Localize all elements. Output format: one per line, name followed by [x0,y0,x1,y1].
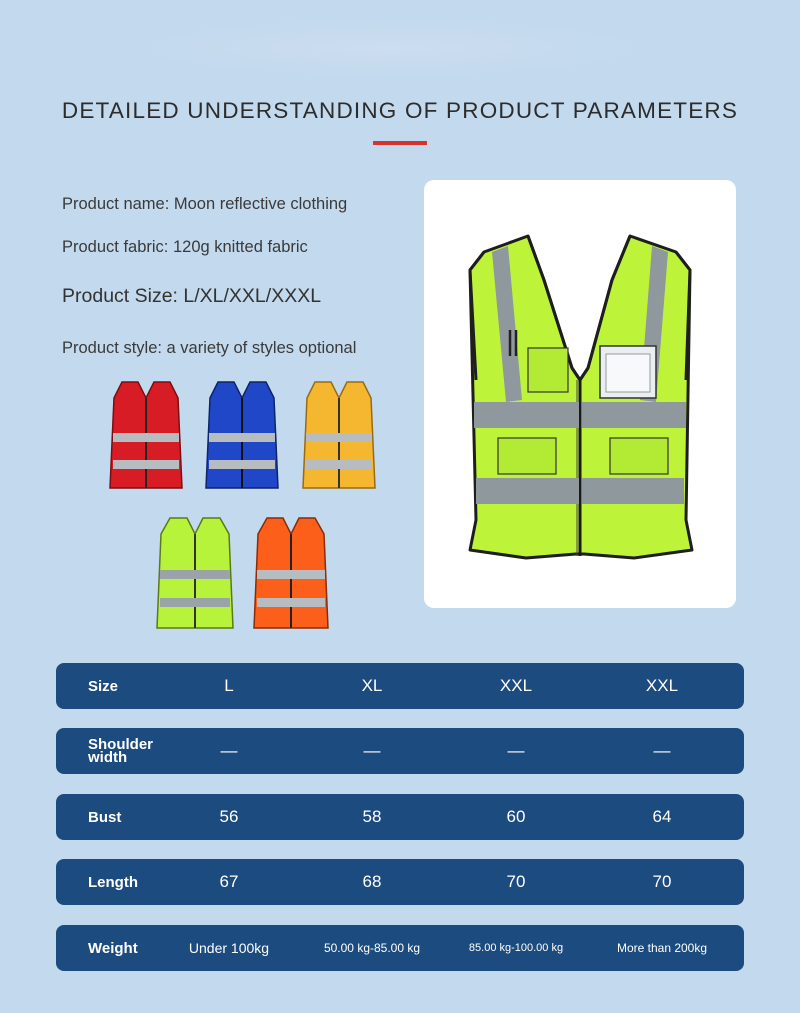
cell-weight-xxl-2: More than 200kg [616,941,708,955]
title-underline [373,141,427,145]
cell-size-l: L [224,676,234,695]
table-row-size [56,663,744,709]
table-row-weight [56,925,744,971]
product-size: Product Size: L/XL/XXL/XXXL [62,285,322,307]
row-label-length: Length [88,873,138,891]
lime-vest-image [155,514,235,634]
cell-weight-xxl: 85.00 kg-100.00 kg [468,942,564,954]
cell-length-xxl: 70 [506,872,526,891]
product-fabric: Product fabric: 120g knitted fabric [62,238,308,256]
row-label-weight: Weight [88,939,138,957]
cell-shoulder-xl: — [363,741,381,760]
cell-size-xl: XL [361,676,383,695]
cell-size-xxl: XXL [499,676,533,695]
table-row-shoulder-width [56,728,744,774]
cell-shoulder-xxl-2: — [653,741,671,760]
cell-shoulder-l: — [220,741,238,760]
cell-length-xl: 68 [362,872,382,891]
row-label-size: Size [88,677,119,695]
cell-bust-xxl-2: 64 [652,807,672,826]
row-label-shoulder-line1: Shoulder [88,736,154,753]
product-style: Product style: a variety of styles optional [62,339,357,357]
cell-weight-l: Under 100kg [188,940,270,956]
row-label-shoulder-width [88,728,153,774]
main-product-photo [424,180,736,608]
cell-weight-xl: 50.00 kg-85.00 kg [323,941,421,955]
cell-bust-xl: 58 [362,807,382,826]
cell-bust-l: 56 [219,807,239,826]
table-row-bust [56,794,744,840]
cell-length-l: 67 [219,872,239,891]
cell-size-xxl-2: XXL [645,676,679,695]
cell-bust-xxl: 60 [506,807,526,826]
yellow-vest-image [301,378,377,494]
cell-length-xxl-2: 70 [652,872,672,891]
page-title: DETAILED UNDERSTANDING OF PRODUCT PARAMETERS [61,98,739,123]
row-label-shoulder-line2: width [88,749,128,766]
cell-shoulder-xxl: — [507,741,525,760]
lime-vest-large-image [424,180,736,608]
blue-vest-image [204,378,280,494]
orange-vest-image [252,514,330,634]
top-banner-haze [130,18,650,78]
row-label-bust: Bust [88,808,122,826]
red-vest-image [108,378,184,494]
product-name: Product name: Moon reflective clothing [62,195,348,213]
table-row-length [56,859,744,905]
